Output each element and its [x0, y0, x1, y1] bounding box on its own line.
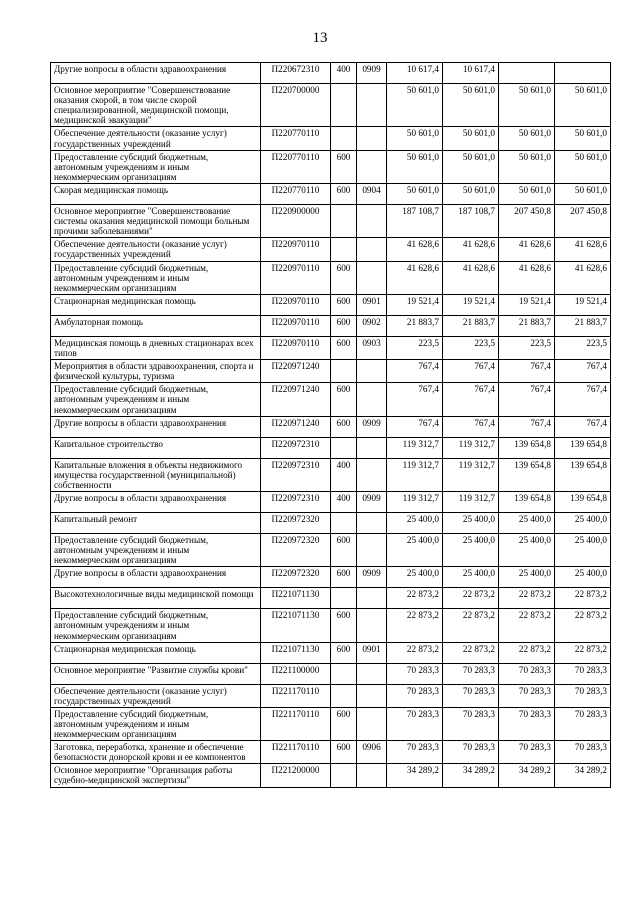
row-code-cell: П220972320 — [261, 567, 331, 588]
row-amount-a-cell: 187 108,7 — [387, 204, 443, 237]
row-amount-c-cell: 767,4 — [499, 416, 555, 437]
row-name-cell: Другие вопросы в области здравоохранения — [51, 416, 261, 437]
row-amount-d-cell: 767,4 — [555, 416, 611, 437]
row-vr-cell: 400 — [331, 491, 357, 512]
row-amount-a-cell: 119 312,7 — [387, 491, 443, 512]
row-code-cell: П221170110 — [261, 684, 331, 707]
row-amount-a-cell: 25 400,0 — [387, 512, 443, 533]
row-code-cell: П220970110 — [261, 238, 331, 261]
row-amount-b-cell: 50 601,0 — [443, 127, 499, 150]
row-amount-d-cell: 25 400,0 — [555, 567, 611, 588]
table-row — [51, 261, 611, 294]
row-code-cell: П220900000 — [261, 204, 331, 237]
row-rz-cell — [357, 261, 387, 294]
row-amount-d-cell: 41 628,6 — [555, 238, 611, 261]
row-rz-cell — [357, 458, 387, 491]
row-amount-d-cell: 41 628,6 — [555, 261, 611, 294]
row-vr-cell — [331, 663, 357, 684]
row-vr-cell: 600 — [331, 261, 357, 294]
row-amount-d-cell: 223,5 — [555, 336, 611, 359]
row-name-cell: Обеспечение деятельности (оказание услуг) государственных учреждений — [51, 238, 261, 261]
row-amount-d-cell: 70 283,3 — [555, 707, 611, 740]
row-code-cell: П221100000 — [261, 663, 331, 684]
row-amount-c-cell: 34 289,2 — [499, 764, 555, 787]
row-name-cell: Другие вопросы в области здравоохранения — [51, 491, 261, 512]
row-rz-cell — [357, 533, 387, 566]
table-row — [51, 642, 611, 663]
row-amount-c-cell: 70 283,3 — [499, 741, 555, 764]
row-name-cell: Другие вопросы в области здравоохранения — [51, 567, 261, 588]
row-rz-cell: 0903 — [357, 336, 387, 359]
row-name-cell: Основное мероприятие "Совершенствование оказания скорой, в том числе скорой специализированной, медицинской помощи, медицинской эвакуации" — [51, 84, 261, 127]
row-code-cell: П221071130 — [261, 642, 331, 663]
row-code-cell: П220972320 — [261, 512, 331, 533]
row-amount-d-cell — [555, 63, 611, 84]
table-row — [51, 609, 611, 642]
row-amount-d-cell: 70 283,3 — [555, 663, 611, 684]
row-rz-cell — [357, 588, 387, 609]
row-amount-c-cell: 21 883,7 — [499, 315, 555, 336]
table-row — [51, 437, 611, 458]
row-code-cell: П220971240 — [261, 360, 331, 383]
row-name-cell: Предоставление субсидий бюджетным, автономным учреждениям и иным некоммерческим организациям — [51, 533, 261, 566]
row-amount-a-cell: 22 873,2 — [387, 588, 443, 609]
row-vr-cell: 600 — [331, 183, 357, 204]
row-amount-c-cell: 767,4 — [499, 383, 555, 416]
row-amount-a-cell: 70 283,3 — [387, 684, 443, 707]
row-amount-c-cell: 50 601,0 — [499, 150, 555, 183]
table-body — [51, 63, 611, 788]
row-amount-c-cell: 25 400,0 — [499, 512, 555, 533]
table-row — [51, 416, 611, 437]
table-row — [51, 533, 611, 566]
table-row — [51, 315, 611, 336]
row-vr-cell — [331, 588, 357, 609]
row-name-cell: Капитальное строительство — [51, 437, 261, 458]
row-amount-b-cell: 50 601,0 — [443, 183, 499, 204]
row-rz-cell: 0901 — [357, 294, 387, 315]
row-name-cell: Амбулаторная помощь — [51, 315, 261, 336]
table-row — [51, 764, 611, 787]
table-row — [51, 204, 611, 237]
row-rz-cell: 0902 — [357, 315, 387, 336]
row-rz-cell — [357, 684, 387, 707]
row-amount-d-cell: 19 521,4 — [555, 294, 611, 315]
row-amount-b-cell: 50 601,0 — [443, 150, 499, 183]
row-vr-cell: 600 — [331, 567, 357, 588]
table-row — [51, 84, 611, 127]
table-row — [51, 684, 611, 707]
row-vr-cell: 600 — [331, 741, 357, 764]
row-code-cell: П221170110 — [261, 741, 331, 764]
row-amount-b-cell: 19 521,4 — [443, 294, 499, 315]
row-amount-b-cell: 70 283,3 — [443, 741, 499, 764]
row-amount-b-cell: 22 873,2 — [443, 609, 499, 642]
row-name-cell: Предоставление субсидий бюджетным, автономным учреждениям и иным некоммерческим организациям — [51, 707, 261, 740]
row-amount-b-cell: 767,4 — [443, 416, 499, 437]
row-name-cell: Основное мероприятие "Совершенствование системы оказания медицинской помощи больным прочими заболеваниями" — [51, 204, 261, 237]
row-name-cell: Обеспечение деятельности (оказание услуг) государственных учреждений — [51, 684, 261, 707]
row-rz-cell — [357, 127, 387, 150]
row-vr-cell: 400 — [331, 458, 357, 491]
row-amount-a-cell: 50 601,0 — [387, 84, 443, 127]
row-amount-a-cell: 70 283,3 — [387, 741, 443, 764]
row-amount-c-cell: 50 601,0 — [499, 127, 555, 150]
table-row — [51, 238, 611, 261]
row-amount-a-cell: 21 883,7 — [387, 315, 443, 336]
row-code-cell: П220770110 — [261, 183, 331, 204]
row-amount-a-cell: 22 873,2 — [387, 642, 443, 663]
table-row — [51, 183, 611, 204]
row-amount-b-cell: 41 628,6 — [443, 238, 499, 261]
row-amount-a-cell: 223,5 — [387, 336, 443, 359]
row-amount-a-cell: 22 873,2 — [387, 609, 443, 642]
row-amount-d-cell: 139 654,8 — [555, 437, 611, 458]
row-amount-b-cell: 22 873,2 — [443, 588, 499, 609]
row-vr-cell — [331, 127, 357, 150]
row-name-cell: Предоставление субсидий бюджетным, автономным учреждениям и иным некоммерческим организациям — [51, 150, 261, 183]
row-rz-cell — [357, 764, 387, 787]
row-amount-b-cell: 10 617,4 — [443, 63, 499, 84]
row-vr-cell: 600 — [331, 315, 357, 336]
row-code-cell: П221170110 — [261, 707, 331, 740]
row-amount-a-cell: 25 400,0 — [387, 533, 443, 566]
row-amount-c-cell: 25 400,0 — [499, 533, 555, 566]
row-vr-cell — [331, 204, 357, 237]
table-row — [51, 588, 611, 609]
row-rz-cell — [357, 383, 387, 416]
row-amount-b-cell: 767,4 — [443, 360, 499, 383]
row-amount-c-cell: 22 873,2 — [499, 588, 555, 609]
table-row — [51, 336, 611, 359]
row-amount-c-cell: 50 601,0 — [499, 84, 555, 127]
row-name-cell: Заготовка, переработка, хранение и обеспечение безопасности донорской крови и ее компонентов — [51, 741, 261, 764]
row-amount-b-cell: 25 400,0 — [443, 567, 499, 588]
row-amount-d-cell: 139 654,8 — [555, 491, 611, 512]
table-row — [51, 360, 611, 383]
row-amount-b-cell: 119 312,7 — [443, 458, 499, 491]
row-vr-cell: 600 — [331, 416, 357, 437]
row-rz-cell: 0909 — [357, 416, 387, 437]
row-amount-c-cell: 25 400,0 — [499, 567, 555, 588]
row-code-cell: П220970110 — [261, 261, 331, 294]
row-rz-cell — [357, 609, 387, 642]
row-amount-d-cell: 50 601,0 — [555, 183, 611, 204]
row-name-cell: Основное мероприятие "Организация работы судебно-медицинской экспертизы" — [51, 764, 261, 787]
row-amount-d-cell: 207 450,8 — [555, 204, 611, 237]
row-amount-d-cell: 22 873,2 — [555, 642, 611, 663]
row-vr-cell — [331, 360, 357, 383]
row-amount-a-cell: 70 283,3 — [387, 663, 443, 684]
row-amount-b-cell: 34 289,2 — [443, 764, 499, 787]
row-name-cell: Мероприятия в области здравоохранения, спорта и физической культуры, туризма — [51, 360, 261, 383]
row-amount-c-cell: 41 628,6 — [499, 238, 555, 261]
row-amount-a-cell: 25 400,0 — [387, 567, 443, 588]
row-amount-d-cell: 22 873,2 — [555, 609, 611, 642]
row-amount-b-cell: 41 628,6 — [443, 261, 499, 294]
row-code-cell: П220770110 — [261, 150, 331, 183]
row-rz-cell — [357, 360, 387, 383]
row-rz-cell: 0909 — [357, 63, 387, 84]
row-vr-cell: 600 — [331, 150, 357, 183]
row-rz-cell — [357, 204, 387, 237]
row-amount-c-cell: 139 654,8 — [499, 437, 555, 458]
table-row — [51, 512, 611, 533]
table-row — [51, 383, 611, 416]
table-row — [51, 127, 611, 150]
row-code-cell: П220972310 — [261, 491, 331, 512]
row-name-cell: Капитальный ремонт — [51, 512, 261, 533]
row-rz-cell: 0909 — [357, 491, 387, 512]
row-rz-cell — [357, 84, 387, 127]
row-code-cell: П220972320 — [261, 533, 331, 566]
row-code-cell: П220770110 — [261, 127, 331, 150]
row-code-cell: П221071130 — [261, 609, 331, 642]
row-vr-cell: 600 — [331, 609, 357, 642]
row-vr-cell: 400 — [331, 63, 357, 84]
row-amount-b-cell: 22 873,2 — [443, 642, 499, 663]
row-amount-a-cell: 50 601,0 — [387, 183, 443, 204]
row-amount-d-cell: 50 601,0 — [555, 84, 611, 127]
row-amount-a-cell: 19 521,4 — [387, 294, 443, 315]
row-rz-cell — [357, 437, 387, 458]
row-vr-cell — [331, 764, 357, 787]
row-amount-c-cell: 207 450,8 — [499, 204, 555, 237]
row-name-cell: Предоставление субсидий бюджетным, автономным учреждениям и иным некоммерческим организациям — [51, 383, 261, 416]
row-amount-c-cell: 139 654,8 — [499, 491, 555, 512]
row-amount-c-cell: 22 873,2 — [499, 642, 555, 663]
row-amount-d-cell: 34 289,2 — [555, 764, 611, 787]
row-rz-cell — [357, 663, 387, 684]
row-amount-b-cell: 767,4 — [443, 383, 499, 416]
row-name-cell: Предоставление субсидий бюджетным, автономным учреждениям и иным некоммерческим организациям — [51, 261, 261, 294]
row-amount-a-cell: 119 312,7 — [387, 437, 443, 458]
row-amount-d-cell: 767,4 — [555, 360, 611, 383]
row-vr-cell: 600 — [331, 642, 357, 663]
page-number: 13 — [312, 30, 328, 46]
row-vr-cell — [331, 684, 357, 707]
row-vr-cell: 600 — [331, 336, 357, 359]
row-name-cell: Скорая медицинская помощь — [51, 183, 261, 204]
row-amount-a-cell: 70 283,3 — [387, 707, 443, 740]
row-amount-d-cell: 139 654,8 — [555, 458, 611, 491]
row-rz-cell: 0904 — [357, 183, 387, 204]
row-amount-b-cell: 70 283,3 — [443, 707, 499, 740]
row-vr-cell: 600 — [331, 707, 357, 740]
table-row — [51, 63, 611, 84]
row-name-cell: Медицинская помощь в дневных стационарах всех типов — [51, 336, 261, 359]
row-amount-b-cell: 21 883,7 — [443, 315, 499, 336]
row-amount-d-cell: 50 601,0 — [555, 150, 611, 183]
row-amount-c-cell: 50 601,0 — [499, 183, 555, 204]
row-vr-cell: 600 — [331, 294, 357, 315]
row-amount-d-cell: 25 400,0 — [555, 512, 611, 533]
row-code-cell: П220970110 — [261, 315, 331, 336]
row-amount-c-cell: 139 654,8 — [499, 458, 555, 491]
row-vr-cell — [331, 84, 357, 127]
row-code-cell: П220972310 — [261, 437, 331, 458]
row-name-cell: Стационарная медицинская помощь — [51, 294, 261, 315]
row-rz-cell — [357, 512, 387, 533]
row-amount-c-cell: 19 521,4 — [499, 294, 555, 315]
row-amount-c-cell: 70 283,3 — [499, 684, 555, 707]
row-amount-b-cell: 119 312,7 — [443, 491, 499, 512]
row-name-cell: Обеспечение деятельности (оказание услуг) государственных учреждений — [51, 127, 261, 150]
row-amount-c-cell: 22 873,2 — [499, 609, 555, 642]
row-name-cell: Высокотехнологичные виды медицинской помощи — [51, 588, 261, 609]
table-row — [51, 567, 611, 588]
row-amount-c-cell: 223,5 — [499, 336, 555, 359]
row-amount-a-cell: 767,4 — [387, 383, 443, 416]
row-amount-a-cell: 50 601,0 — [387, 127, 443, 150]
row-amount-a-cell: 41 628,6 — [387, 238, 443, 261]
row-rz-cell: 0901 — [357, 642, 387, 663]
row-amount-a-cell: 10 617,4 — [387, 63, 443, 84]
row-amount-d-cell: 50 601,0 — [555, 127, 611, 150]
row-amount-d-cell: 21 883,7 — [555, 315, 611, 336]
row-amount-a-cell: 50 601,0 — [387, 150, 443, 183]
table-row — [51, 150, 611, 183]
row-code-cell: П221071130 — [261, 588, 331, 609]
row-amount-b-cell: 25 400,0 — [443, 533, 499, 566]
row-name-cell: Предоставление субсидий бюджетным, автономным учреждениям и иным некоммерческим организациям — [51, 609, 261, 642]
row-amount-b-cell: 70 283,3 — [443, 663, 499, 684]
table-row — [51, 741, 611, 764]
row-rz-cell — [357, 150, 387, 183]
row-name-cell: Стационарная медицинская помощь — [51, 642, 261, 663]
row-amount-d-cell: 70 283,3 — [555, 684, 611, 707]
table-row — [51, 707, 611, 740]
row-amount-d-cell: 70 283,3 — [555, 741, 611, 764]
row-vr-cell: 600 — [331, 383, 357, 416]
row-vr-cell — [331, 437, 357, 458]
row-amount-b-cell: 119 312,7 — [443, 437, 499, 458]
row-amount-b-cell: 223,5 — [443, 336, 499, 359]
table-row — [51, 663, 611, 684]
row-amount-c-cell — [499, 63, 555, 84]
row-rz-cell: 0906 — [357, 741, 387, 764]
row-rz-cell — [357, 707, 387, 740]
row-code-cell: П220700000 — [261, 84, 331, 127]
table-row — [51, 458, 611, 491]
row-code-cell: П220971240 — [261, 416, 331, 437]
row-amount-d-cell: 25 400,0 — [555, 533, 611, 566]
table-row — [51, 491, 611, 512]
row-amount-c-cell: 41 628,6 — [499, 261, 555, 294]
row-amount-a-cell: 767,4 — [387, 416, 443, 437]
row-name-cell: Основное мероприятие "Развитие службы крови" — [51, 663, 261, 684]
row-code-cell: П220672310 — [261, 63, 331, 84]
row-code-cell: П220970110 — [261, 294, 331, 315]
row-vr-cell: 600 — [331, 533, 357, 566]
row-rz-cell: 0909 — [357, 567, 387, 588]
row-name-cell: Другие вопросы в области здравоохранения — [51, 63, 261, 84]
row-amount-c-cell: 70 283,3 — [499, 707, 555, 740]
row-amount-b-cell: 187 108,7 — [443, 204, 499, 237]
row-code-cell: П220971240 — [261, 383, 331, 416]
row-amount-c-cell: 70 283,3 — [499, 663, 555, 684]
budget-table — [50, 62, 611, 788]
row-amount-d-cell: 767,4 — [555, 383, 611, 416]
row-vr-cell — [331, 238, 357, 261]
row-amount-a-cell: 119 312,7 — [387, 458, 443, 491]
row-code-cell: П221200000 — [261, 764, 331, 787]
row-amount-a-cell: 767,4 — [387, 360, 443, 383]
row-amount-a-cell: 34 289,2 — [387, 764, 443, 787]
row-amount-b-cell: 25 400,0 — [443, 512, 499, 533]
row-amount-a-cell: 41 628,6 — [387, 261, 443, 294]
row-amount-c-cell: 767,4 — [499, 360, 555, 383]
row-amount-d-cell: 22 873,2 — [555, 588, 611, 609]
row-code-cell: П220970110 — [261, 336, 331, 359]
row-amount-b-cell: 70 283,3 — [443, 684, 499, 707]
row-name-cell: Капитальные вложения в объекты недвижимого имущества государственной (муниципальной) собственности — [51, 458, 261, 491]
row-vr-cell — [331, 512, 357, 533]
row-rz-cell — [357, 238, 387, 261]
row-code-cell: П220972310 — [261, 458, 331, 491]
table-row — [51, 294, 611, 315]
row-amount-b-cell: 50 601,0 — [443, 84, 499, 127]
